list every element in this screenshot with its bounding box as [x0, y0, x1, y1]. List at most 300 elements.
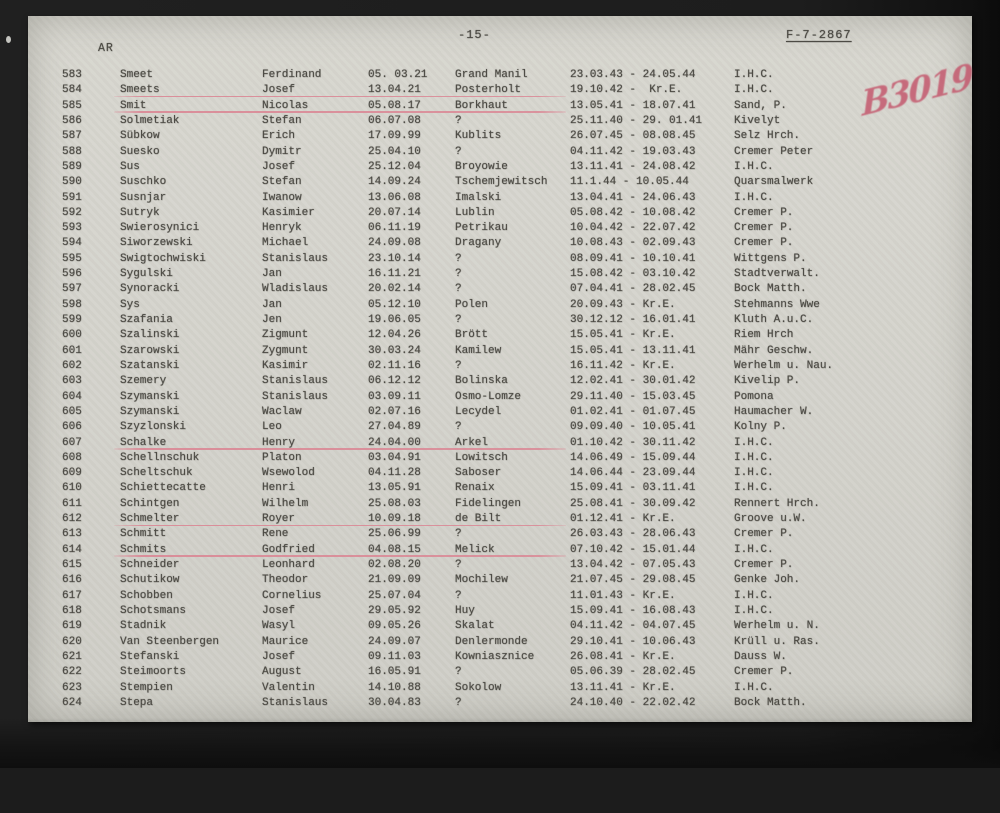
- row-birth-place: Polen: [455, 298, 489, 311]
- row-remark: Cremer P.: [734, 222, 794, 235]
- row-number: 592: [62, 206, 82, 219]
- register-row: [28, 543, 972, 558]
- row-first-name: Stanislaus: [262, 375, 329, 388]
- row-remark: Rennert Hrch.: [734, 497, 820, 510]
- row-number: 598: [62, 298, 82, 311]
- row-birth-place: ?: [455, 283, 462, 296]
- row-surname: Schellnschuk: [120, 451, 200, 464]
- row-first-name: Valentin: [262, 681, 315, 694]
- row-period: 21.07.45 - 29.08.45: [570, 574, 696, 587]
- row-number: 623: [62, 681, 82, 694]
- row-number: 605: [62, 405, 82, 418]
- row-number: 589: [62, 160, 82, 173]
- register-row: [28, 129, 972, 144]
- row-period: 04.11.42 - 04.07.45: [570, 620, 696, 633]
- row-birth-place: Osmo-Lomze: [455, 390, 522, 403]
- row-first-name: Cornelius: [262, 589, 322, 602]
- row-birth-place: Fidelingen: [455, 497, 522, 510]
- row-number: 615: [62, 559, 82, 571]
- row-period: 05.08.42 - 10.08.42: [570, 206, 696, 219]
- row-birth-date: 09.11.03: [368, 650, 421, 663]
- row-birth-date: 03.09.11: [368, 390, 421, 403]
- row-birth-place: Lublin: [455, 206, 495, 219]
- row-birth-date: 27.04.89: [368, 421, 421, 434]
- row-birth-place: ?: [455, 114, 462, 127]
- row-period: 29.11.40 - 15.03.45: [570, 390, 696, 403]
- row-number: 617: [62, 589, 82, 602]
- row-period: 11.1.44 - 10.05.44: [570, 176, 689, 189]
- row-first-name: August: [262, 666, 302, 679]
- row-number: 593: [62, 222, 82, 235]
- row-number: 588: [62, 145, 82, 158]
- row-number: 603: [62, 375, 82, 388]
- row-surname: Szyzlonski: [120, 421, 187, 434]
- row-remark: Selz Hrch.: [734, 130, 801, 143]
- row-period: 20.09.43 - Kr.E.: [570, 298, 676, 311]
- row-period: 26.08.41 - Kr.E.: [570, 650, 676, 663]
- row-period: 29.10.41 - 10.06.43: [570, 635, 696, 648]
- row-birth-place: Denlermonde: [455, 635, 528, 648]
- row-surname: Stefanski: [120, 650, 180, 663]
- row-first-name: Platon: [262, 451, 302, 464]
- row-period: 15.08.42 - 03.10.42: [570, 268, 696, 281]
- row-surname: Szarowski: [120, 344, 180, 357]
- row-period: 15.09.41 - 16.08.43: [570, 604, 696, 617]
- row-period: 10.08.43 - 02.09.43: [570, 237, 696, 250]
- row-remark: Kivelyt: [734, 114, 781, 127]
- row-number: 606: [62, 421, 82, 434]
- row-first-name: Stefan: [262, 114, 302, 127]
- row-period: 15.05.41 - Kr.E.: [570, 329, 676, 342]
- row-period: 14.06.49 - 15.09.44: [570, 451, 696, 464]
- row-remark: Kluth A.u.C.: [734, 314, 814, 326]
- row-first-name: Royer: [262, 513, 296, 526]
- row-surname: Smeets: [120, 84, 160, 97]
- register-row: [28, 328, 972, 343]
- row-number: 599: [62, 314, 82, 326]
- register-row: [28, 114, 972, 129]
- row-first-name: Henry: [262, 436, 296, 449]
- register-row: [28, 466, 972, 481]
- row-birth-date: 25.08.03: [368, 497, 421, 510]
- register-row: [28, 665, 972, 680]
- row-remark: I.H.C.: [734, 681, 774, 694]
- row-first-name: Jen: [262, 314, 282, 326]
- row-birth-date: 19.06.05: [368, 314, 421, 326]
- row-surname: Schneider: [120, 559, 180, 571]
- row-birth-date: 06.11.19: [368, 222, 421, 235]
- row-surname: Szymanski: [120, 390, 180, 403]
- register-row: [28, 221, 972, 236]
- page-number: -15-: [458, 28, 491, 42]
- row-number: 594: [62, 237, 82, 250]
- row-remark: Genke Joh.: [734, 574, 801, 587]
- row-birth-place: Skalat: [455, 620, 495, 633]
- row-birth-place: Posterholt: [455, 84, 522, 97]
- row-surname: Schutikow: [120, 574, 180, 587]
- row-birth-date: 03.04.91: [368, 451, 421, 464]
- row-remark: Cremer P.: [734, 666, 794, 679]
- row-number: 591: [62, 191, 82, 204]
- row-remark: Stehmanns Wwe: [734, 298, 820, 311]
- row-first-name: Kasimier: [262, 206, 315, 219]
- row-surname: Schobben: [120, 589, 173, 602]
- row-birth-place: Saboser: [455, 467, 502, 480]
- row-surname: Sutryk: [120, 206, 160, 219]
- row-first-name: Stanislaus: [262, 252, 329, 265]
- row-surname: Sus: [120, 160, 140, 173]
- row-birth-date: 02.07.16: [368, 405, 421, 418]
- row-surname: Sys: [120, 298, 140, 311]
- row-number: 609: [62, 467, 82, 480]
- row-first-name: Theodor: [262, 574, 309, 587]
- row-birth-date: 16.05.91: [368, 666, 421, 679]
- register-row: [28, 99, 972, 114]
- register-row: [28, 252, 972, 267]
- row-birth-date: 06.12.12: [368, 375, 421, 388]
- register-row: [28, 696, 972, 711]
- row-birth-date: 12.04.26: [368, 329, 421, 342]
- row-period: 25.11.40 - 29. 01.41: [570, 114, 703, 127]
- row-period: 15.09.41 - 03.11.41: [570, 482, 696, 495]
- row-period: 16.11.42 - Kr.E.: [570, 359, 676, 372]
- row-birth-date: 14.09.24: [368, 176, 421, 189]
- row-first-name: Kasimir: [262, 359, 309, 372]
- row-birth-date: 10.09.18: [368, 513, 421, 526]
- row-number: 596: [62, 268, 82, 281]
- row-birth-place: ?: [455, 421, 462, 434]
- row-remark: I.H.C.: [734, 436, 774, 449]
- row-period: 11.01.43 - Kr.E.: [570, 589, 676, 602]
- row-birth-place: Arkel: [455, 436, 489, 449]
- row-number: 611: [62, 497, 82, 510]
- row-birth-place: Grand Manil: [455, 69, 528, 81]
- row-first-name: Leo: [262, 421, 282, 434]
- row-first-name: Ferdinand: [262, 69, 322, 81]
- row-number: 618: [62, 604, 82, 617]
- row-remark: I.H.C.: [734, 160, 774, 173]
- row-number: 584: [62, 84, 82, 97]
- row-surname: Suesko: [120, 145, 160, 158]
- row-birth-place: Kowniasznice: [455, 650, 535, 663]
- reference-number: F-7-2867: [786, 28, 852, 42]
- row-birth-date: 25.04.10: [368, 145, 421, 158]
- register-row: [28, 604, 972, 619]
- register-row: [28, 650, 972, 665]
- row-birth-place: Bolinska: [455, 375, 508, 388]
- row-remark: Haumacher W.: [734, 405, 814, 418]
- register-row: [28, 527, 972, 542]
- row-number: 614: [62, 543, 82, 556]
- row-first-name: Zygmunt: [262, 344, 309, 357]
- row-remark: Mähr Geschw.: [734, 344, 814, 357]
- register-row: [28, 681, 972, 696]
- register-row: [28, 497, 972, 512]
- register-row: [28, 145, 972, 160]
- row-birth-date: 30.03.24: [368, 344, 421, 357]
- row-birth-date: 04.11.28: [368, 467, 421, 480]
- row-first-name: Maurice: [262, 635, 309, 648]
- row-birth-place: Kublits: [455, 130, 502, 143]
- row-surname: Stepa: [120, 696, 154, 709]
- row-birth-date: 25.12.04: [368, 160, 421, 173]
- row-surname: Szymanski: [120, 405, 180, 418]
- row-period: 30.12.12 - 16.01.41: [570, 314, 696, 326]
- row-first-name: Henri: [262, 482, 296, 495]
- register-row: [28, 359, 972, 374]
- register-row: [28, 405, 972, 420]
- register-row: [28, 420, 972, 435]
- row-surname: Schmitt: [120, 528, 167, 541]
- row-birth-date: 30.04.83: [368, 696, 421, 709]
- row-birth-date: 20.07.14: [368, 206, 421, 219]
- row-birth-date: 23.10.14: [368, 252, 421, 265]
- row-remark: I.H.C.: [734, 482, 774, 495]
- row-period: 07.10.42 - 15.01.44: [570, 543, 696, 556]
- row-number: 604: [62, 390, 82, 403]
- document-page: [28, 16, 972, 722]
- row-birth-date: 25.06.99: [368, 528, 421, 541]
- row-birth-date: 29.05.92: [368, 604, 421, 617]
- row-birth-place: ?: [455, 589, 462, 602]
- row-period: 01.10.42 - 30.11.42: [570, 436, 696, 449]
- row-surname: Scheltschuk: [120, 467, 193, 480]
- row-birth-place: ?: [455, 666, 462, 679]
- row-birth-place: Sokolow: [455, 681, 502, 694]
- row-period: 01.12.41 - Kr.E.: [570, 513, 676, 526]
- row-number: 624: [62, 696, 82, 709]
- row-surname: Smit: [120, 99, 147, 112]
- row-first-name: Josef: [262, 84, 296, 97]
- row-surname: Swigtochwiski: [120, 252, 206, 265]
- row-birth-date: 16.11.21: [368, 268, 421, 281]
- row-first-name: Zigmunt: [262, 329, 309, 342]
- row-birth-date: 21.09.09: [368, 574, 421, 587]
- row-surname: Solmetiak: [120, 114, 180, 127]
- row-first-name: Wsewolod: [262, 467, 315, 480]
- row-first-name: Jan: [262, 268, 282, 281]
- row-birth-date: 04.08.15: [368, 543, 421, 556]
- row-number: 610: [62, 482, 82, 495]
- row-period: 13.11.41 - 24.08.42: [570, 160, 696, 173]
- row-birth-place: Dragany: [455, 237, 502, 250]
- row-remark: Werhelm u. Nau.: [734, 359, 834, 372]
- row-birth-place: Brött: [455, 329, 489, 342]
- row-birth-place: Tschemjewitsch: [455, 176, 548, 189]
- register-row: [28, 374, 972, 389]
- row-remark: I.H.C.: [734, 69, 774, 81]
- row-surname: Suschko: [120, 176, 167, 189]
- row-surname: Schintgen: [120, 497, 180, 510]
- register-row: [28, 635, 972, 650]
- register-row: [28, 390, 972, 405]
- row-birth-place: ?: [455, 359, 462, 372]
- row-birth-date: 06.07.08: [368, 114, 421, 127]
- row-period: 01.02.41 - 01.07.45: [570, 405, 696, 418]
- row-period: 05.06.39 - 28.02.45: [570, 666, 696, 679]
- row-surname: Schiettecatte: [120, 482, 206, 495]
- row-birth-place: ?: [455, 559, 462, 571]
- register-row: [28, 619, 972, 634]
- row-remark: Kolny P.: [734, 421, 787, 434]
- row-birth-place: ?: [455, 252, 462, 265]
- row-first-name: Josef: [262, 604, 296, 617]
- row-number: 583: [62, 69, 82, 81]
- row-birth-place: de Bilt: [455, 513, 502, 526]
- row-surname: Swierosynici: [120, 222, 200, 235]
- register-row: [28, 481, 972, 496]
- register-row: [28, 558, 972, 573]
- row-birth-date: 25.07.04: [368, 589, 421, 602]
- row-first-name: Godfried: [262, 543, 315, 556]
- row-surname: Sygulski: [120, 268, 173, 281]
- row-surname: Schmits: [120, 543, 167, 556]
- scan-speck: [6, 36, 11, 43]
- row-number: 608: [62, 451, 82, 464]
- row-birth-place: ?: [455, 696, 462, 709]
- row-birth-date: 24.09.07: [368, 635, 421, 648]
- row-remark: Werhelm u. N.: [734, 620, 820, 633]
- row-surname: Siworzewski: [120, 237, 193, 250]
- row-remark: I.H.C.: [734, 191, 774, 204]
- row-surname: Szalinski: [120, 329, 180, 342]
- row-period: 15.05.41 - 13.11.41: [570, 344, 696, 357]
- row-birth-date: 02.11.16: [368, 359, 421, 372]
- row-surname: Stadnik: [120, 620, 167, 633]
- row-remark: Dauss W.: [734, 650, 787, 663]
- row-number: 595: [62, 252, 82, 265]
- row-birth-date: 13.06.08: [368, 191, 421, 204]
- row-remark: I.H.C.: [734, 467, 774, 480]
- row-period: 23.03.43 - 24.05.44: [570, 69, 696, 81]
- row-period: 13.04.42 - 07.05.43: [570, 559, 696, 571]
- row-number: 619: [62, 620, 82, 633]
- row-remark: I.H.C.: [734, 604, 774, 617]
- row-surname: Szemery: [120, 375, 167, 388]
- row-birth-place: ?: [455, 145, 462, 158]
- row-birth-date: 02.08.20: [368, 559, 421, 571]
- corner-label: AR: [98, 42, 114, 55]
- row-number: 613: [62, 528, 82, 541]
- row-birth-date: 05.08.17: [368, 99, 421, 112]
- row-number: 621: [62, 650, 82, 663]
- row-first-name: Iwanow: [262, 191, 302, 204]
- row-birth-date: 20.02.14: [368, 283, 421, 296]
- row-number: 616: [62, 574, 82, 587]
- row-first-name: Jan: [262, 298, 282, 311]
- row-number: 607: [62, 436, 82, 449]
- row-number: 620: [62, 635, 82, 648]
- row-birth-place: Renaix: [455, 482, 495, 495]
- row-remark: Quarsmalwerk: [734, 176, 814, 189]
- row-birth-date: 17.09.99: [368, 130, 421, 143]
- row-number: 622: [62, 666, 82, 679]
- row-surname: Stempien: [120, 681, 173, 694]
- row-birth-place: Lowitsch: [455, 451, 508, 464]
- register-row: [28, 451, 972, 466]
- row-period: 13.05.41 - 18.07.41: [570, 99, 696, 112]
- row-first-name: Michael: [262, 237, 309, 250]
- register-row: [28, 298, 972, 313]
- row-period: 13.11.41 - Kr.E.: [570, 681, 676, 694]
- register-row: [28, 191, 972, 206]
- row-period: 09.09.40 - 10.05.41: [570, 421, 696, 434]
- row-surname: Steimoorts: [120, 666, 187, 679]
- row-first-name: Leonhard: [262, 559, 315, 571]
- row-first-name: Henryk: [262, 222, 302, 235]
- row-remark: Cremer Peter: [734, 145, 814, 158]
- row-period: 24.10.40 - 22.02.42: [570, 696, 696, 709]
- row-birth-date: 13.04.21: [368, 84, 421, 97]
- row-birth-place: Mochilew: [455, 574, 508, 587]
- row-period: 26.03.43 - 28.06.43: [570, 528, 696, 541]
- row-period: 26.07.45 - 08.08.45: [570, 130, 696, 143]
- row-surname: Szafania: [120, 314, 173, 326]
- row-remark: Kivelip P.: [734, 375, 801, 388]
- row-first-name: Josef: [262, 160, 296, 173]
- row-first-name: Josef: [262, 650, 296, 663]
- register-row: [28, 160, 972, 175]
- row-first-name: Stanislaus: [262, 696, 329, 709]
- row-birth-place: Kamilew: [455, 344, 502, 357]
- row-number: 597: [62, 283, 82, 296]
- row-period: 12.02.41 - 30.01.42: [570, 375, 696, 388]
- row-surname: Synoracki: [120, 283, 180, 296]
- row-remark: I.H.C.: [734, 84, 774, 97]
- row-number: 601: [62, 344, 82, 357]
- row-first-name: Wladislaus: [262, 283, 329, 296]
- row-birth-date: 14.10.88: [368, 681, 421, 694]
- row-remark: Groove u.W.: [734, 513, 807, 526]
- row-remark: Stadtverwalt.: [734, 268, 820, 281]
- register-row: [28, 236, 972, 251]
- register-row: [28, 282, 972, 297]
- row-remark: I.H.C.: [734, 543, 774, 556]
- row-birth-date: 09.05.26: [368, 620, 421, 633]
- row-period: 07.04.41 - 28.02.45: [570, 283, 696, 296]
- row-birth-date: 05.12.10: [368, 298, 421, 311]
- register-row: [28, 267, 972, 282]
- row-surname: Schmelter: [120, 513, 180, 526]
- row-birth-place: Petrikau: [455, 222, 508, 235]
- row-surname: Susnjar: [120, 191, 167, 204]
- row-period: 08.09.41 - 10.10.41: [570, 252, 696, 265]
- row-remark: Sand, P.: [734, 99, 787, 112]
- row-first-name: Stefan: [262, 176, 302, 189]
- handwritten-mark: B3019: [860, 56, 973, 126]
- row-period: 04.11.42 - 19.03.43: [570, 145, 696, 158]
- row-first-name: Stanislaus: [262, 390, 329, 403]
- row-period: 10.04.42 - 22.07.42: [570, 222, 696, 235]
- row-number: 585: [62, 99, 82, 112]
- row-surname: Schalke: [120, 436, 167, 449]
- row-surname: Szatanski: [120, 359, 180, 372]
- row-birth-place: Borkhaut: [455, 99, 508, 112]
- row-birth-place: ?: [455, 268, 462, 281]
- row-birth-date: 05. 03.21: [368, 69, 428, 81]
- row-first-name: Rene: [262, 528, 289, 541]
- row-first-name: Wilhelm: [262, 497, 309, 510]
- row-number: 602: [62, 359, 82, 372]
- row-birth-date: 24.09.08: [368, 237, 421, 250]
- row-period: 19.10.42 - Kr.E.: [570, 84, 683, 97]
- row-number: 600: [62, 329, 82, 342]
- row-remark: Wittgens P.: [734, 252, 807, 265]
- row-remark: I.H.C.: [734, 589, 774, 602]
- row-birth-place: ?: [455, 528, 462, 541]
- row-surname: Smeet: [120, 69, 154, 81]
- row-remark: I.H.C.: [734, 451, 774, 464]
